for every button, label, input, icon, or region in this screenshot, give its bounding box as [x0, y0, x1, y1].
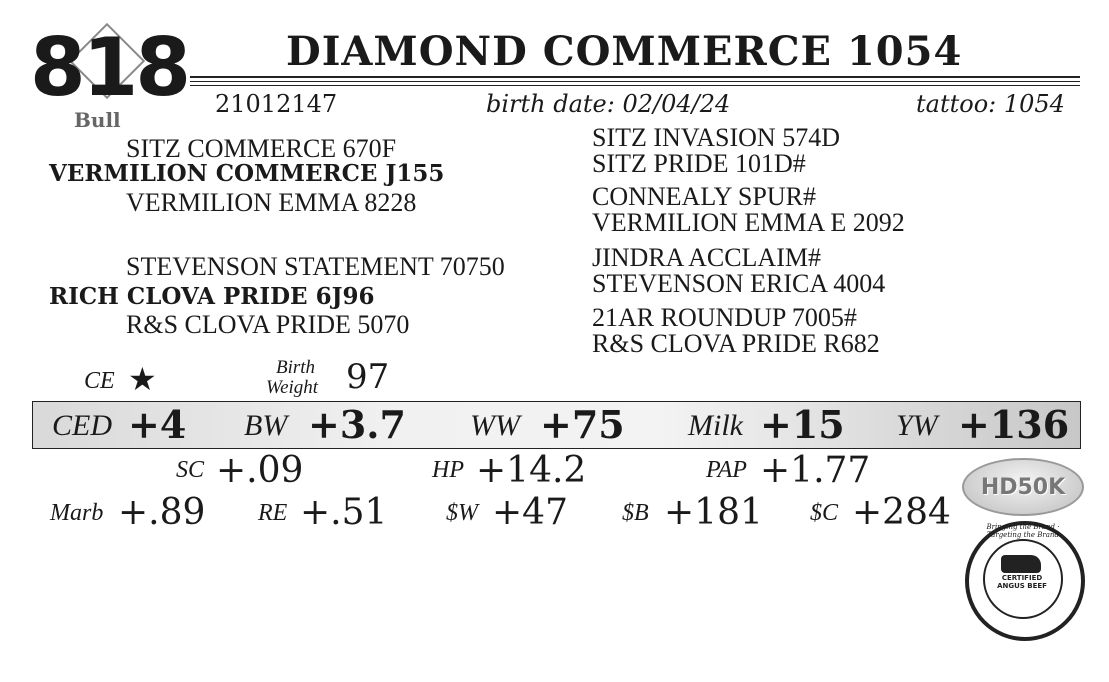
epd-weaned-calf-value: +47	[492, 492, 568, 533]
birth-date: birth date: 02/04/24	[486, 90, 731, 118]
epd-beef-value: +181	[664, 492, 763, 533]
animal-name: DIAMOND COMMERCE 1054	[286, 28, 963, 75]
birth-weight-label-2: Weight	[266, 377, 319, 398]
lot-number: 818	[30, 21, 188, 114]
sire-sire-sire: SITZ INVASION 574D	[592, 123, 840, 152]
epd-sc-label: SC	[176, 457, 205, 483]
sire-sire: SITZ COMMERCE 670F	[126, 134, 397, 163]
epd-combined-value: +284	[852, 492, 951, 533]
dam-dam: R&S CLOVA PRIDE 5070	[126, 310, 410, 339]
epd-pap-value: +1.77	[760, 450, 871, 491]
epd-weaned-calf-value-label: $W	[446, 500, 478, 526]
hd50k-logo-text: HD50K	[980, 474, 1066, 500]
epd-ced-value: +4	[128, 402, 187, 447]
calving-ease-star-icon: ★	[128, 360, 157, 398]
epd-ww-label: WW	[470, 409, 520, 442]
epd-combined-value-label: $C	[810, 500, 839, 526]
sire: VERMILION COMMERCE J155	[49, 160, 445, 187]
sire-dam: VERMILION EMMA 8228	[126, 188, 417, 217]
epd-marb-value: +.89	[118, 492, 206, 533]
epd-re-value: +.51	[300, 492, 388, 533]
tattoo: tattoo: 1054	[916, 90, 1065, 118]
sire-dam-dam: VERMILION EMMA E 2092	[592, 208, 905, 237]
epd-yw-label: YW	[896, 409, 938, 442]
certified-angus-beef-seal-icon	[965, 521, 1085, 641]
birth-weight-label-1: Birth	[276, 357, 316, 378]
title-rule-2	[190, 81, 1080, 82]
dam-sire-sire: JINDRA ACCLAIM#	[592, 243, 821, 272]
dam: RICH CLOVA PRIDE 6J96	[49, 283, 375, 310]
epd-bw-value: +3.7	[308, 402, 406, 447]
epd-hp-value: +14.2	[476, 450, 587, 491]
dam-sire-dam: STEVENSON ERICA 4004	[592, 269, 886, 298]
sire-dam-sire: CONNEALY SPUR#	[592, 182, 816, 211]
cab-seal-center-text: CERTIFIED ANGUS BEEF	[997, 574, 1047, 590]
ce-label: CE	[84, 368, 115, 394]
sire-sire-dam: SITZ PRIDE 101D#	[592, 149, 806, 178]
dam-sire: STEVENSON STATEMENT 70750	[126, 252, 505, 281]
epd-ced-label: CED	[52, 409, 112, 442]
epd-milk-value: +15	[760, 402, 845, 447]
epd-pap-label: PAP	[706, 457, 747, 483]
cow-silhouette-icon	[1001, 555, 1041, 573]
epd-yw-value: +136	[958, 402, 1070, 447]
birth-weight-value: 97	[346, 357, 390, 397]
epd-sc-value: +.09	[216, 450, 304, 491]
title-rule	[190, 76, 1080, 78]
epd-bw-label: BW	[244, 409, 288, 442]
dam-dam-sire: 21AR ROUNDUP 7005#	[592, 303, 857, 332]
epd-beef-value-label: $B	[622, 500, 649, 526]
registration-number: 21012147	[215, 90, 338, 118]
cab-seal-ring-text: Bringing the Brand · Targeting the Brand	[986, 523, 1060, 539]
epd-ww-value: +75	[540, 402, 625, 447]
epd-milk-label: Milk	[688, 409, 743, 442]
hd50k-logo-icon	[962, 458, 1084, 516]
sex-label: Bull	[74, 108, 121, 132]
epd-hp-label: HP	[432, 457, 464, 483]
epd-re-label: RE	[258, 500, 288, 526]
title-rule-3	[190, 85, 1080, 86]
epd-marb-label: Marb	[50, 500, 104, 526]
dam-dam-dam: R&S CLOVA PRIDE R682	[592, 329, 880, 358]
